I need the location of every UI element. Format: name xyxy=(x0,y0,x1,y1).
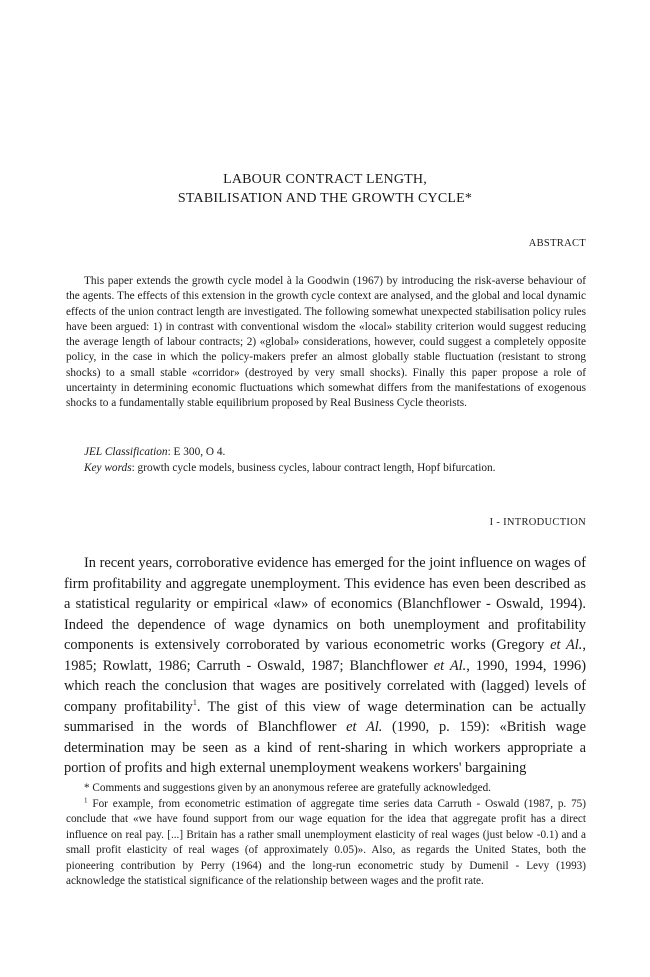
classification-block xyxy=(84,445,594,476)
keywords-value: : growth cycle models, business cycles, labour contract length, Hopf bifurcation. xyxy=(131,461,496,474)
intro-text-2: , 1985; Rowlatt, 1986; Carruth - Oswald, 1987; Blanchflower xyxy=(64,637,586,674)
keywords xyxy=(84,461,594,477)
introduction-paragraph xyxy=(64,553,586,779)
intro-text-1: In recent years, corroborative evidence has emerged for the joint influence on wages of firm profitability and aggregate unemployment. This evidence has even been described as a statistical regularity or empirical «law» of economics (Blanchflower - Oswald, 1994). Indeed the dependence of wage dynamics on both unemployment and profitability components is extensively corroborated by various econometric works (Gregory xyxy=(64,555,586,653)
footnote-1-mark: 1 xyxy=(84,796,88,805)
keywords-label: Key words xyxy=(84,461,132,474)
intro-etal-2: et Al. xyxy=(433,657,467,674)
intro-text-3: , 1990, 1994, 1996) which reach the conclusion that wages are positively correlated with (lagged) levels of company profitability xyxy=(64,657,586,715)
paper-title-line-1: LABOUR CONTRACT LENGTH, xyxy=(223,172,427,187)
footnote-1 xyxy=(66,797,586,889)
abstract-text: This paper extends the growth cycle model à la Goodwin (1967) by introducing the risk-averse behaviour of the agents. The effects of this extension in the growth cycle context are analysed, and the global and local dynamic effects of the union contract length are investigated. The following somewhat unexpected stabilisation policy rules have been argued: 1) in contrast with conventional wisdom the «local» stability criterion would suggest reducing the average length of labour contracts; 2) «global» considerations, however, could suggest a completely opposite policy, in the case in which the policy-makers prefer an almost globally stable fluctuation (resistant to strong shocks) to a small stable «corridor» (destroyed by very small shocks). Finally this paper propose a role of uncertainty in determining economic fluctuations which somewhat differs from the manifestations of exogenous shocks to a fundamentally stable equilibrium proposed by Real Business Cycle theorists. xyxy=(66,275,586,410)
section-heading-introduction: I - INTRODUCTION xyxy=(489,517,586,528)
footnote-reference-1: 1 xyxy=(192,697,197,707)
jel-value: : E 300, O 4. xyxy=(167,446,226,458)
jel-label: JEL Classification xyxy=(84,446,168,458)
footnote-1-text: For example, from econometric estimation of aggregate time series data Carruth - Oswald (1987, p. 75) conclude that «we have found support from our wage equation for the idea that aggregate profit has a direct influence on real pay. [...] Britain has a rather small unemployment elasticity of real wages (just below -0.1) and a small profit elasticity of real wages (of approximately 0.05)». Also, as regards the United States, both the pioneering contribution by Perry (1964) and the long-run econometric study by Dumenil - Levy (1993) acknowledge the statistical significance of the relationship between wages and the profit rate. xyxy=(66,798,586,888)
intro-text-5: (1990, p. 159): «British wage determination may be seen as a kind of rent-sharing in which workers appropriate a portion of profits and high external unemployment weakens workers' bargaining xyxy=(64,719,587,776)
jel-classification xyxy=(84,445,594,461)
footnote-star: * Comments and suggestions given by an anonymous referee are gratefully acknowledged. xyxy=(84,782,491,794)
intro-etal-1: et Al. xyxy=(550,637,583,653)
abstract-heading: ABSTRACT xyxy=(528,238,586,249)
intro-text-4: . The gist of this view of wage determination can be actually summarised in the words of Blanchflower xyxy=(64,698,587,735)
intro-etal-3: et Al. xyxy=(346,719,383,735)
paper-title-line-2: STABILISATION AND THE GROWTH CYCLE* xyxy=(177,191,473,206)
